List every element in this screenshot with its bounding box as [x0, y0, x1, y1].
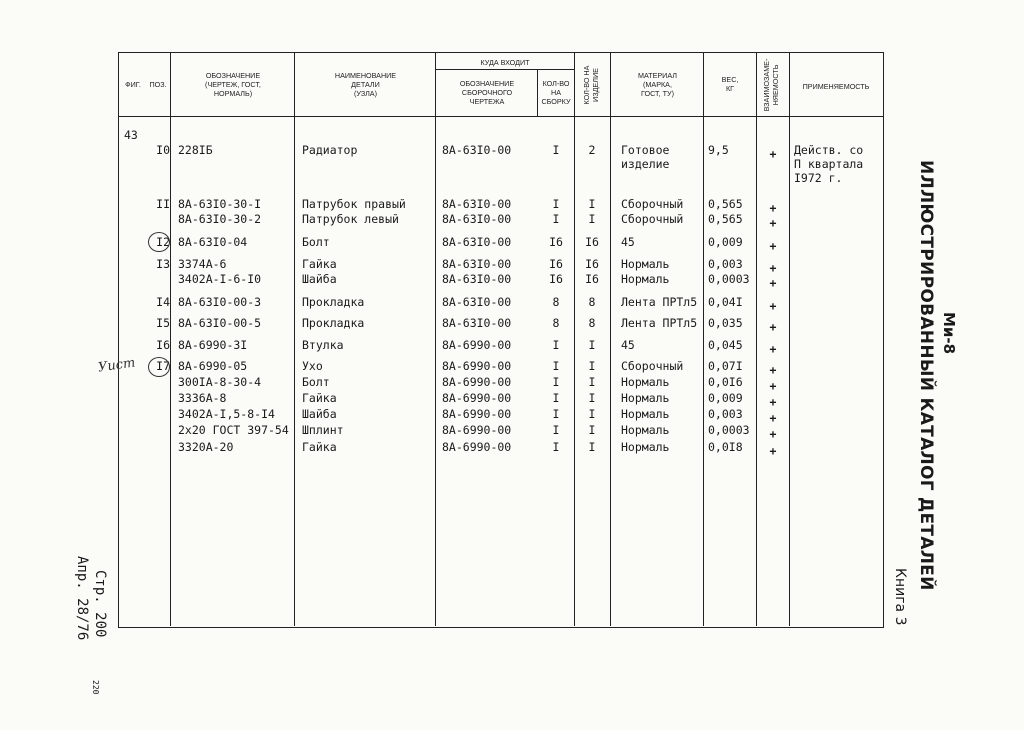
cell-designation: 3402А-I-6-I0 — [178, 272, 262, 286]
cell-qp: I6 — [585, 257, 599, 271]
cell-weight: 0,0003 — [708, 423, 750, 437]
cell-qp: I — [588, 423, 596, 437]
header-name: НАИМЕНОВАНИЕ ДЕТАЛИ (УЗЛА) — [334, 71, 397, 98]
cell-material: Готовое изделие — [621, 143, 670, 171]
cell-name: Гайка — [302, 391, 337, 405]
col-divider — [435, 52, 436, 626]
cell-weight: 0,003 — [708, 407, 743, 421]
cell-material: Сборочный — [621, 197, 684, 211]
cell-qa: I — [552, 212, 560, 226]
header-material: МАТЕРИАЛ (МАРКА, ГОСТ, ТУ) — [637, 71, 678, 98]
cell-weight: 0,04I — [708, 295, 743, 309]
subheader-rule — [435, 69, 574, 70]
cell-qp: I — [588, 375, 596, 389]
cell-ic: + — [769, 342, 777, 356]
header-applicability: ПРИМЕНЯЕМОСТЬ — [802, 82, 870, 91]
cell-pos: I3 — [156, 257, 170, 271]
col-divider — [789, 52, 790, 626]
cell-assembly: 8А-63I0-00 — [442, 272, 512, 286]
book-label: Книга 3 — [892, 568, 908, 626]
cell-qa: I — [552, 143, 560, 157]
cell-ic: + — [769, 299, 777, 313]
cell-weight: 0,0I6 — [708, 375, 743, 389]
cell-assembly: 8А-63I0-00 — [442, 235, 512, 249]
cell-qa: 8 — [552, 316, 560, 330]
cell-ic: + — [769, 201, 777, 215]
cell-ic: + — [769, 147, 777, 161]
cell-material: Нормаль — [621, 391, 670, 405]
cell-ic: + — [769, 411, 777, 425]
cell-ic: + — [769, 427, 777, 441]
cell-assembly: 8А-6990-00 — [442, 407, 512, 421]
cell-ic: + — [769, 363, 777, 377]
cell-qa: I — [552, 440, 560, 454]
cell-material: Нормаль — [621, 407, 670, 421]
cell-qa: I6 — [549, 257, 563, 271]
cell-designation: 3402А-I,5-8-I4 — [178, 407, 275, 421]
cell-ic: + — [769, 276, 777, 290]
cell-ic: + — [769, 395, 777, 409]
circled-pos-mark — [148, 357, 170, 377]
cell-qa: I6 — [549, 235, 563, 249]
cell-designation: 3320А-20 — [178, 440, 234, 454]
cell-pos: I7 — [156, 359, 170, 373]
cell-ic: + — [769, 239, 777, 253]
cell-qa: I6 — [549, 272, 563, 286]
cell-weight: 0,009 — [708, 235, 743, 249]
cell-weight: 9,5 — [708, 143, 729, 157]
cell-material: Сборочный — [621, 359, 684, 373]
cell-qp: 2 — [588, 143, 596, 157]
cell-name: Прокладка — [302, 316, 365, 330]
cell-pos: I6 — [156, 338, 170, 352]
cell-name: Ухо — [302, 359, 323, 373]
header-where-used: КУДА ВХОДИТ — [480, 58, 530, 67]
cell-qp: I — [588, 338, 596, 352]
cell-name: Гайка — [302, 257, 337, 271]
cell-assembly: 8А-63I0-00 — [442, 197, 512, 211]
cell-ic: + — [769, 444, 777, 458]
cell-assembly: 8А-6990-00 — [442, 338, 512, 352]
cell-name: Патрубок правый — [302, 197, 406, 211]
handwritten-note: Уист — [97, 355, 137, 376]
cell-assembly: 8А-6990-00 — [442, 391, 512, 405]
cell-assembly: 8А-6990-00 — [442, 440, 512, 454]
cell-assembly: 8А-6990-00 — [442, 375, 512, 389]
cell-weight: 0,045 — [708, 338, 743, 352]
cell-material: 45 — [621, 235, 635, 249]
cell-designation: 8А-6990-3I — [178, 338, 248, 352]
cell-pos: I0 — [156, 143, 170, 157]
cell-qa: I — [552, 423, 560, 437]
cell-name: Прокладка — [302, 295, 365, 309]
header-qty-product: КОЛ-ВО НА ИЗДЕЛИЕ — [582, 65, 600, 105]
cell-name: Шайба — [302, 407, 337, 421]
cell-qp: I — [588, 359, 596, 373]
cell-designation: 2х20 ГОСТ 397-54 — [178, 423, 289, 437]
cell-assembly: 8А-63I0-00 — [442, 143, 512, 157]
cell-material: 45 — [621, 338, 635, 352]
cell-material: Нормаль — [621, 375, 670, 389]
cell-qa: I — [552, 359, 560, 373]
cell-designation: 3374А-6 — [178, 257, 227, 271]
cell-material: Нормаль — [621, 272, 670, 286]
cell-assembly: 8А-63I0-00 — [442, 295, 512, 309]
cell-qp: I — [588, 391, 596, 405]
cell-ic: + — [769, 261, 777, 275]
cell-qa: I — [552, 391, 560, 405]
cell-designation: 8А-63I0-00-5 — [178, 316, 262, 330]
cell-material: Лента ПРТл5 — [621, 316, 698, 330]
cell-name: Болт — [302, 375, 330, 389]
cell-weight: 0,003 — [708, 257, 743, 271]
cell-name: Втулка — [302, 338, 344, 352]
cell-designation: 8А-63I0-00-3 — [178, 295, 262, 309]
cell-qp: 8 — [588, 316, 596, 330]
cell-qa: I — [552, 407, 560, 421]
cell-qp: 8 — [588, 295, 596, 309]
col-divider — [294, 52, 295, 626]
cell-material: Нормаль — [621, 257, 670, 271]
col-divider — [170, 52, 171, 626]
cell-pos: I5 — [156, 316, 170, 330]
page-number: Стр. 200 — [92, 570, 108, 638]
cell-qa: I — [552, 375, 560, 389]
cell-qp: I — [588, 407, 596, 421]
figure-number: 43 — [124, 128, 138, 142]
page-date: Апр. 28/76 — [74, 556, 90, 641]
cell-designation: 228IБ — [178, 143, 213, 157]
cell-pos: II — [156, 197, 170, 211]
cell-ic: + — [769, 216, 777, 230]
cell-weight: 0,565 — [708, 212, 743, 226]
header-fig: ФИГ. — [125, 80, 141, 89]
cell-qp: I — [588, 440, 596, 454]
cell-qp: I6 — [585, 272, 599, 286]
header-qty-assembly: КОЛ-ВО НА СБОРКУ — [541, 79, 571, 106]
circled-pos-mark — [148, 232, 170, 252]
cell-ic: + — [769, 379, 777, 393]
cell-assembly: 8А-6990-00 — [442, 359, 512, 373]
cell-assembly: 8А-6990-00 — [442, 423, 512, 437]
cell-assembly: 8А-63I0-00 — [442, 257, 512, 271]
cell-material: Нормаль — [621, 423, 670, 437]
cell-material: Нормаль — [621, 440, 670, 454]
cell-name: Шайба — [302, 272, 337, 286]
cell-material: Лента ПРТл5 — [621, 295, 698, 309]
cell-qp: I — [588, 212, 596, 226]
cell-name: Шплинт — [302, 423, 344, 437]
col-divider — [610, 52, 611, 626]
col-divider — [756, 52, 757, 626]
cell-ic: + — [769, 320, 777, 334]
cell-applic: Действ. со П квартала I972 г. — [794, 143, 864, 185]
cell-pos: I2 — [156, 235, 170, 249]
cell-assembly: 8А-63I0-00 — [442, 212, 512, 226]
cell-weight: 0,07I — [708, 359, 743, 373]
cell-pos: I4 — [156, 295, 170, 309]
cell-weight: 0,565 — [708, 197, 743, 211]
cell-name: Гайка — [302, 440, 337, 454]
header-designation: ОБОЗНАЧЕНИЕ (ЧЕРТЕЖ, ГОСТ, НОРМАЛЬ) — [205, 71, 261, 98]
aircraft-title: Ми-8 — [940, 312, 958, 355]
cell-designation: 8А-63I0-30-I — [178, 197, 262, 211]
cell-weight: 0,035 — [708, 316, 743, 330]
header-assembly-designation: ОБОЗНАЧЕНИЕ СБОРОЧНОГО ЧЕРТЕЖА — [459, 79, 515, 106]
cell-designation: 3336А-8 — [178, 391, 227, 405]
cell-weight: 0,0003 — [708, 272, 750, 286]
header-pos: ПОЗ. — [149, 80, 167, 89]
cell-qp: I6 — [585, 235, 599, 249]
cell-qa: I — [552, 338, 560, 352]
catalog-title: ИЛЛЮСТРИРОВАННЫЙ КАТАЛОГ ДЕТАЛЕЙ — [916, 160, 936, 591]
cell-weight: 0,0I8 — [708, 440, 743, 454]
header-weight: ВЕС, КГ — [721, 75, 739, 93]
cell-name: Патрубок левый — [302, 212, 399, 226]
cell-qa: I — [552, 197, 560, 211]
cell-designation: 8А-63I0-30-2 — [178, 212, 262, 226]
cell-qa: 8 — [552, 295, 560, 309]
cell-name: Болт — [302, 235, 330, 249]
col-divider — [703, 52, 704, 626]
cell-assembly: 8А-63I0-00 — [442, 316, 512, 330]
footer-number: 220 — [91, 680, 100, 695]
cell-designation: 300IА-8-30-4 — [178, 375, 262, 389]
cell-weight: 0,009 — [708, 391, 743, 405]
cell-designation: 8А-63I0-04 — [178, 235, 248, 249]
cell-qp: I — [588, 197, 596, 211]
header-interchange: ВЗАИМОЗАМЕ- НЯЕМОСТЬ — [762, 58, 780, 112]
cell-material: Сборочный — [621, 212, 684, 226]
cell-name: Радиатор — [302, 143, 358, 157]
cell-designation: 8А-6990-05 — [178, 359, 248, 373]
